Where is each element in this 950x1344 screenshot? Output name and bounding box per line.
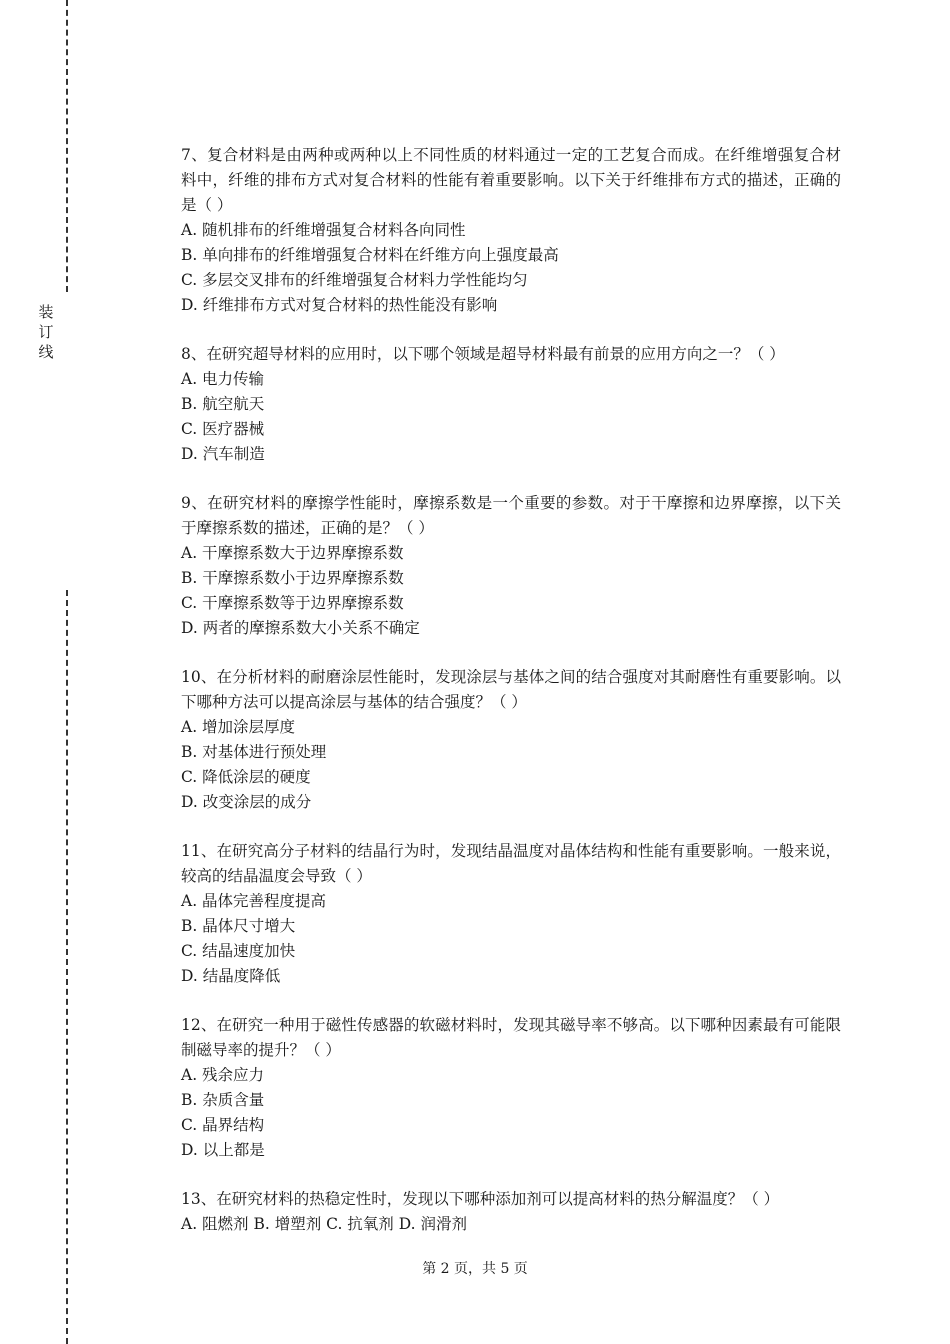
option-b: B. 杂质含量 — [181, 1091, 265, 1109]
option-c: C. 医疗器械 — [181, 420, 265, 438]
option-c: C. 多层交叉排布的纤维增强复合材料力学性能均匀 — [181, 271, 528, 289]
question-13 — [181, 1187, 841, 1237]
option-a: A. 干摩擦系数大于边界摩擦系数 — [181, 544, 404, 562]
question-stem: 12、在研究一种用于磁性传感器的软磁材料时，发现其磁导率不够高。以下哪种因素最有可能限制磁导率的提升？（ ） — [181, 1016, 841, 1059]
option-d: D. 结晶度降低 — [181, 967, 281, 985]
option-d: D. 两者的摩擦系数大小关系不确定 — [181, 619, 420, 637]
question-11 — [181, 839, 841, 989]
option-b: B. 对基体进行预处理 — [181, 743, 327, 761]
binding-line-top — [66, 0, 68, 292]
question-9 — [181, 491, 841, 641]
option-c: C. 干摩擦系数等于边界摩擦系数 — [181, 594, 404, 612]
question-stem: 13、在研究材料的热稳定性时，发现以下哪种添加剂可以提高材料的热分解温度？（ ） — [181, 1190, 780, 1208]
option-d: D. 汽车制造 — [181, 445, 265, 463]
question-list — [181, 143, 841, 1261]
option-a: A. 随机排布的纤维增强复合材料各向同性 — [181, 221, 466, 239]
option-a: A. 增加涂层厚度 — [181, 718, 296, 736]
question-stem: 9、在研究材料的摩擦学性能时，摩擦系数是一个重要的参数。对于干摩擦和边界摩擦，以下关于摩擦系数的描述，正确的是？（ ） — [181, 494, 841, 537]
page-footer: 第 2 页，共 5 页 — [422, 1261, 528, 1277]
option-b: B. 晶体尺寸增大 — [181, 917, 296, 935]
option-c: C. 晶界结构 — [181, 1116, 265, 1134]
question-stem: 11、在研究高分子材料的结晶行为时，发现结晶温度对晶体结构和性能有重要影响。一般来说，较高的结晶温度会导致（ ） — [181, 842, 841, 885]
option-a: A. 晶体完善程度提高 — [181, 892, 327, 910]
option-d: D. 改变涂层的成分 — [181, 793, 312, 811]
option-a: A. 残余应力 — [181, 1066, 265, 1084]
question-7 — [181, 143, 841, 318]
binding-line-bottom — [66, 590, 68, 1344]
options-inline: A. 阻燃剂 B. 增塑剂 C. 抗氧剂 D. 润滑剂 — [181, 1215, 467, 1233]
option-b: B. 航空航天 — [181, 395, 265, 413]
option-c: C. 结晶速度加快 — [181, 942, 296, 960]
question-8 — [181, 342, 841, 467]
option-a: A. 电力传输 — [181, 370, 265, 388]
option-b: B. 干摩擦系数小于边界摩擦系数 — [181, 569, 404, 587]
question-stem: 8、在研究超导材料的应用时，以下哪个领域是超导材料最有前景的应用方向之一？（ ） — [181, 345, 785, 363]
binding-label: 装订线 — [38, 303, 54, 361]
option-b: B. 单向排布的纤维增强复合材料在纤维方向上强度最高 — [181, 246, 559, 264]
option-d: D. 以上都是 — [181, 1141, 265, 1159]
question-stem: 7、复合材料是由两种或两种以上不同性质的材料通过一定的工艺复合而成。在纤维增强复合材料中，纤维的排布方式对复合材料的性能有着重要影响。以下关于纤维排布方式的描述，正确的是（ ） — [181, 146, 841, 214]
option-c: C. 降低涂层的硬度 — [181, 768, 311, 786]
option-d: D. 纤维排布方式对复合材料的热性能没有影响 — [181, 296, 498, 314]
question-10 — [181, 665, 841, 815]
question-stem: 10、在分析材料的耐磨涂层性能时，发现涂层与基体之间的结合强度对其耐磨性有重要影响。以下哪种方法可以提高涂层与基体的结合强度？（ ） — [181, 668, 841, 711]
question-12 — [181, 1013, 841, 1163]
